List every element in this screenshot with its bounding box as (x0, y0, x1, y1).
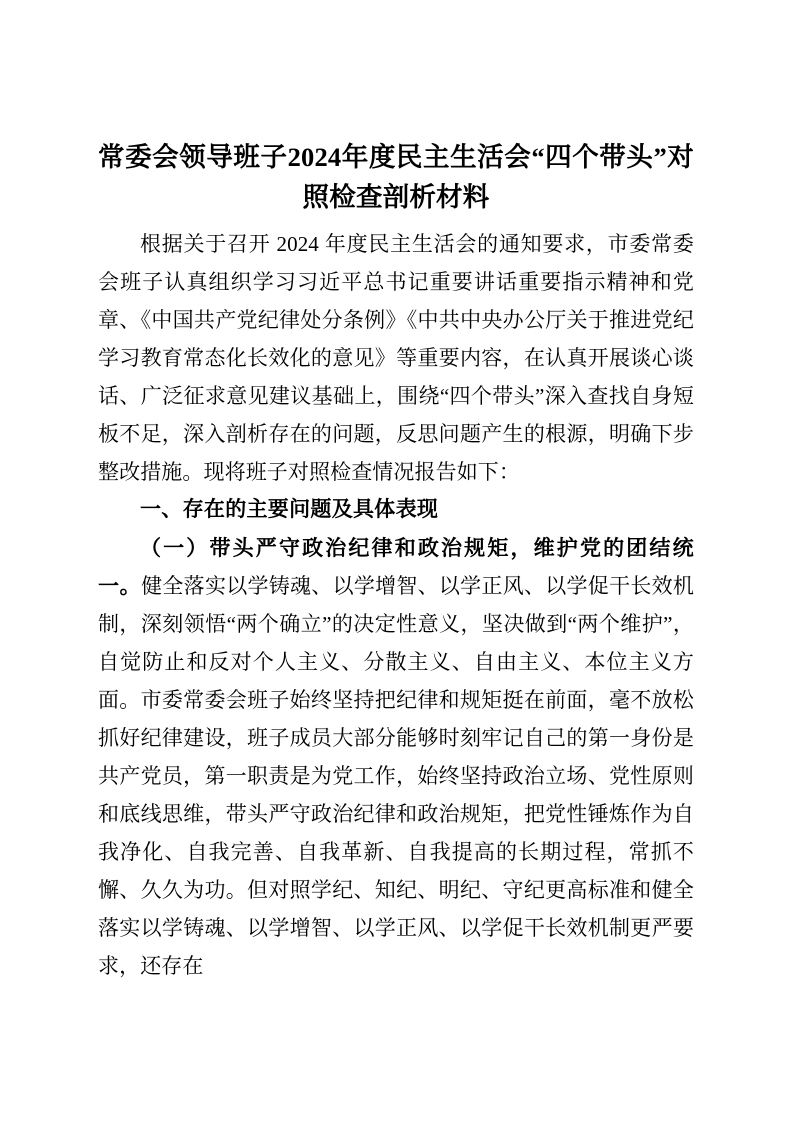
section-heading-1: 一、存在的主要问题及具体表现 (140, 498, 439, 521)
subsection-heading-1: （一）带头严守政治纪律和政治规矩，维护党的团结统一。 (98, 536, 694, 598)
document-content (98, 137, 694, 985)
document-title: 常委会领导班子2024年度民主生活会“四个带头”对照检查剖析材料 (98, 142, 694, 212)
subsection-1-paragraph (98, 529, 694, 985)
subsection-1-body-text: 健全落实以学铸魂、以学增智、以学正风、以学促干长效机制，深刻领悟“两个确立”的决定性意义，坚决做到“两个维护”，自觉防止和反对个人主义、分散主义、自由主义、本位主义方面。市委常委会班子始终坚持把纪律和规矩挺在前面，毫不放松抓好纪律建设，班子成员大部分能够时刻牢记自己的第一身份是共产党员，第一职责是为党工作，始终坚持政治立场、党性原则和底线思维，带头严守政治纪律和政治规矩，把党性锤炼作为自我净化、自我完善、自我革新、自我提高的长期过程，常抓不懈、久久为功。但对照学纪、知纪、明纪、守纪更高标准和健全落实以学铸魂、以学增智、以学正风、以学促干长效机制更严要求，还存在 (98, 574, 694, 978)
intro-paragraph: 根据关于召开 2024 年度民主生活会的通知要求，市委常委会班子认真组织学习习近平总书记重要讲话重要指示精神和党章、《中国共产党纪律处分条例》《中共中央办公厅关于推进党纪学习教育常态化长效化的意见》等重要内容，在认真开展谈心谈话、广泛征求意见建议基础上，围绕“四个带头”深入查找自身短板不足，深入剖析存在的问题，反思问题产生的根源，明确下步整改措施。现将班子对照检查情况报告如下： (98, 232, 694, 484)
